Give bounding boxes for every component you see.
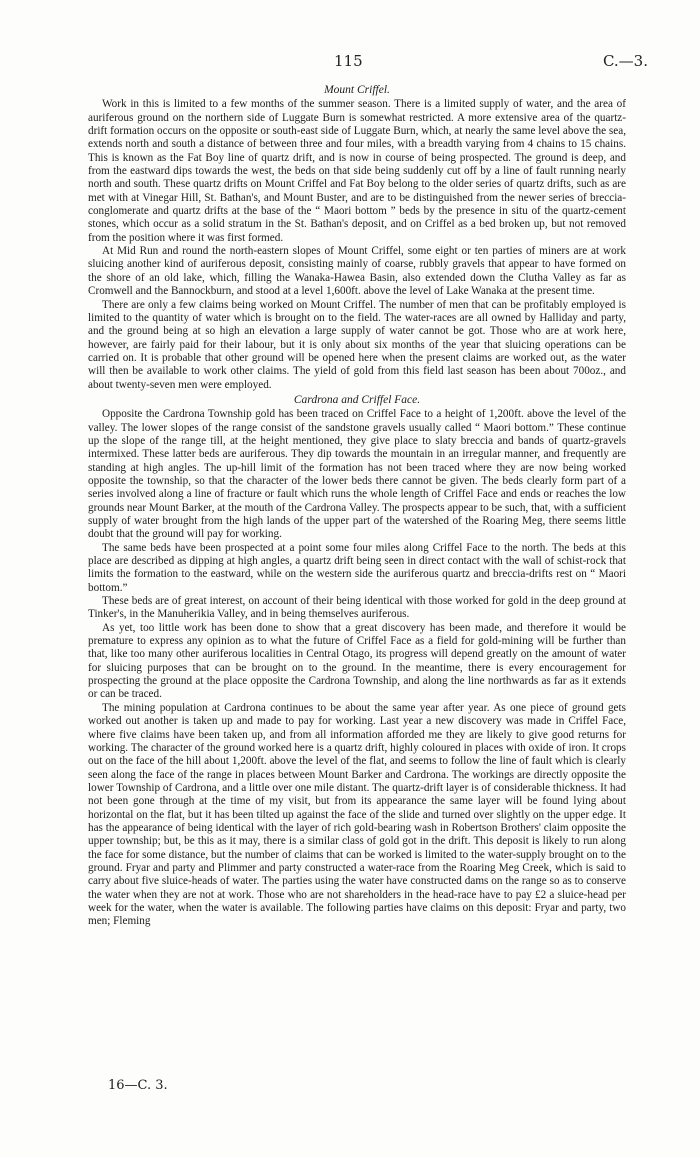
section-title-cardrona: Cardrona and Criffel Face.	[293, 393, 421, 406]
paragraph: Opposite the Cardrona Township gold has been traced on Criffel Face to a height of 1,200ft. above the level of the valley. The lower slopes of the range consist of the sandstone gravels usually called “ Maori bottom.” These continue up the slope of the range till, at the height mentioned, they give place to slaty breccia and bands of quartz-gravels intermixed. These latter beds are auriferous. They dip towards the mountain in an irregular manner, and frequently are standing at high angles. The up-hill limit of the formation has not been traced where they are now being worked opposite the township, so that the character of the lower beds there cannot be given. The beds clearly form part of a series involved along a line of fracture or fault which runs the whole length of Criffel Face and ends or reaches the low grounds near Mount Barker, at the mouth of the Cardrona Valley. The prospects appear to be such, that, with a sufficient supply of water brought from the high lands of the upper part of the watershed of the Roaring Meg, there seems little doubt that the ground will pay for working.	[88, 408, 626, 541]
page-header	[0, 52, 700, 72]
paragraph: Work in this is limited to a few months of the summer season. There is a limited supply of water, and the area of auriferous ground on the northern side of Luggate Burn is somewhat restricted. A more extensive area of the quartz-drift formation occurs on the opposite or south-east side of Luggate Burn, which, at nearly the same level above the sea, extends north and south a distance of between three and four miles, with a breadth varying from 4 chains to 15 chains. This is known as the Fat Boy line of quartz drift, and is now in course of being prospected. The ground is deep, and from the eastward dips towards the west, the beds on that side being suddenly cut off by a line of fault running nearly north and south. These quartz drifts on Mount Criffel and Fat Boy belong to the older series of quartz drifts, such as are met with at Vinegar Hill, St. Bathan's, and Mount Buster, and are to be distinguished from the newer series of breccia-conglomerate and quartz drifts at the base of the “ Maori bottom ” beds by the presence in situ of the quartz-cement stones, which occur as a solid stratum in the St. Bathan's deposit, and on Criffel as a bed broken up, but not removed from the position where it was first formed.	[88, 98, 626, 244]
paragraph: The mining population at Cardrona continues to be about the same year after year. As one piece of ground gets worked out another is taken up and made to pay for working. Last year a new discovery was made in Criffel Face, where five claims have been taken up, and from all information afforded me they are likely to give good returns for working. The character of the ground worked here is a quartz drift, highly coloured in places with oxide of iron. It crops out on the face of the hill about 1,200ft. above the level of the flat, and seems to follow the line of fault which is clearly seen along the face of the range in places between Mount Barker and Cardrona. The workings are directly opposite the lower Township of Cardrona, and a little over one mile distant. The quartz-drift layer is of considerable thickness. It had not been gone through at the time of my visit, but from its appearance the same layer will be found lying about horizontal on the flat, but it has been tilted up against the face of the slide and turned over slightly on the upper edge. It has the appearance of being identical with the layer of rich gold-bearing wash in Robertson Brothers' claim opposite the upper township; but, be this as it may, there is a similar class of gold got in the drift. This deposit is likely to run along the face for some distance, but the number of claims that can be worked is limited to the water-supply brought on to the ground. Fryar and party and Plimmer and party constructed a water-race from the Roaring Meg Creek, which is said to carry about five sluice-heads of water. The parties using the water have constructed dams on the range so as to conserve the water when they are not at work. Those who are not shareholders in the head-race have to pay £2 a sluice-head per week for the water, when the water is available. The following parties have claims on this deposit: Fryar and party, two men; Fleming	[88, 701, 626, 928]
paragraph: There are only a few claims being worked on Mount Criffel. The number of men that can be profitably employed is limited to the quantity of water which is brought on to the field. The water-races are all owned by Halliday and party, and the ground being at so high an elevation a large supply of water cannot be got. Those who are at work here, however, are fairly paid for their labour, but it is only about six months of the year that sluicing operations can be carried on. It is probable that other ground will be opened here when the present claims are worked out, as the water will then be available to work other claims. The yield of gold from this field last season has been about 700oz., and about twenty-seven men were employed.	[88, 298, 626, 391]
section-title-mount-criffel: Mount Criffel.	[324, 84, 390, 96]
report-body	[88, 82, 626, 929]
paragraph: The same beds have been prospected at a point some four miles along Criffel Face to the north. The beds at this place are described as dipping at high angles, a quartz drift being seen in direct contact with the wall of schist-rock that limits the formation to the eastward, while on the western side the auriferous quartz and breccia-drifts rest on “ Maori bottom.”	[88, 541, 626, 594]
signature-mark: 16—C. 3.	[108, 1078, 168, 1093]
page-number: 115	[334, 52, 363, 70]
paragraph: At Mid Run and round the north-eastern slopes of Mount Criffel, some eight or ten parties of miners are at work sluicing another kind of auriferous deposit, consisting mainly of coarse, rubbly gravels that appear to have formed on the shore of an old lake, which, filling the Wanaka-Hawea Basin, also extended down the Clutha Valley as far as Cromwell and the Bannockburn, and stood at a level 1,600ft. above the level of Lake Wanaka at the present time.	[88, 245, 626, 298]
paragraph: As yet, too little work has been done to show that a great discovery has been made, and therefore it would be premature to express any opinion as to what the future of Criffel Face as a field for gold-mining will be further than that, like too many other auriferous localities in Central Otago, its progress will depend greatly on the amount of water for sluicing purposes that can be brought on to the ground. In the meantime, there is every encouragement for prospecting the ground at the place opposite the Cardrona Township, and along the line northwards as far as it extends or can be traced.	[88, 621, 626, 701]
document-reference: C.—3.	[602, 52, 648, 70]
paragraph: These beds are of great interest, on account of their being identical with those worked for gold in the deep ground at Tinker's, in the Manuherikia Valley, and in being themselves auriferous.	[88, 595, 626, 621]
